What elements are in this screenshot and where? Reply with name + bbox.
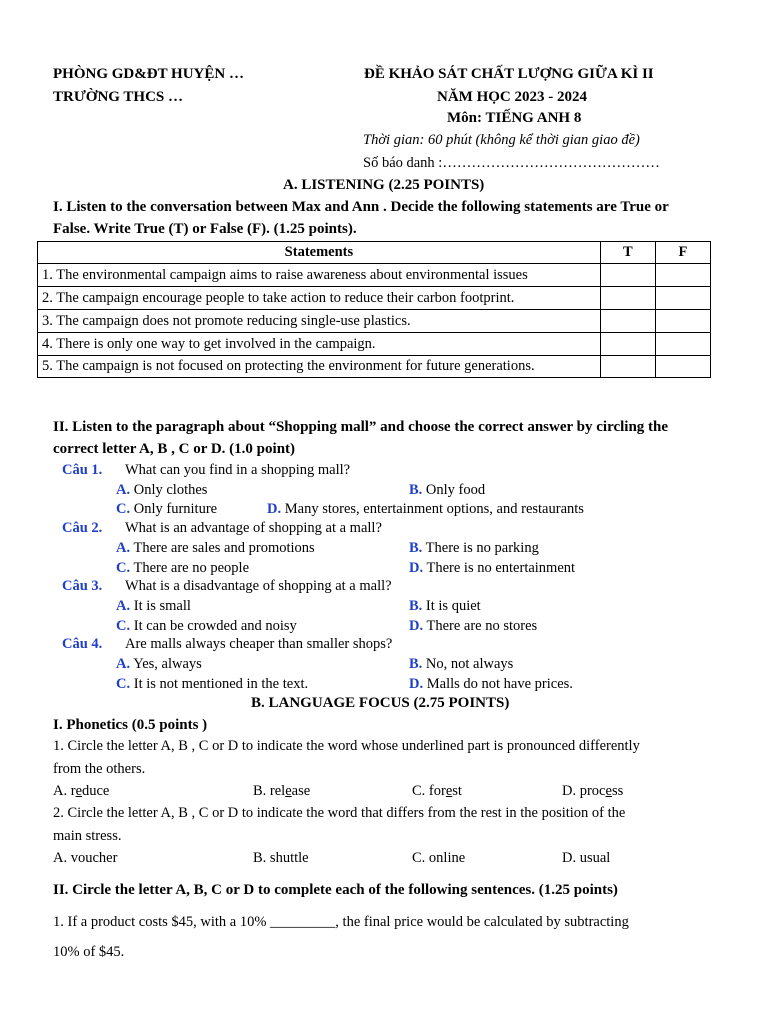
- option-text: A. r: [53, 783, 76, 799]
- option-b[interactable]: [409, 482, 485, 499]
- question-label: Câu 4.: [62, 636, 103, 652]
- option-text: C. for: [412, 783, 446, 799]
- option-c[interactable]: [116, 618, 297, 635]
- phonetics-option-a[interactable]: [53, 783, 109, 800]
- option-text: Malls do not have prices.: [426, 676, 573, 692]
- option-b[interactable]: [409, 540, 539, 557]
- option-letter: A.: [116, 540, 131, 556]
- option-letter: C.: [116, 618, 131, 634]
- false-answer-cell[interactable]: [655, 287, 710, 310]
- option-text: ase: [291, 783, 311, 799]
- table-row: [38, 310, 711, 333]
- statement-cell: 4. There is only one way to get involved in the campaign.: [38, 333, 601, 356]
- option-letter: C.: [116, 676, 131, 692]
- underlined-letter: e: [605, 783, 612, 799]
- option-text: Only clothes: [133, 482, 208, 498]
- section-b-title: B. LANGUAGE FOCUS (2.75 POINTS): [251, 695, 510, 711]
- option-text: There is no parking: [425, 540, 539, 556]
- option-letter: D.: [409, 560, 424, 576]
- question-label: Câu 1.: [62, 462, 103, 478]
- option-letter: A.: [116, 598, 131, 614]
- table-header-false: F: [655, 242, 710, 264]
- option-text: Many stores, entertainment options, and restaurants: [284, 501, 584, 517]
- option-letter: B.: [409, 656, 423, 672]
- exam-title: ĐỀ KHẢO SÁT CHẤT LƯỢNG GIỮA KÌ II: [364, 66, 654, 82]
- option-text: It is quiet: [425, 598, 481, 614]
- true-answer-cell[interactable]: [600, 356, 655, 378]
- question-text: What is a disadvantage of shopping at a mall?: [125, 578, 392, 594]
- underlined-letter: e: [285, 783, 292, 799]
- option-text: There are no people: [133, 560, 250, 576]
- option-text: There is no entertainment: [426, 560, 576, 576]
- option-letter: C.: [116, 501, 131, 517]
- table-header-row: [38, 242, 711, 264]
- false-answer-cell[interactable]: [655, 310, 710, 333]
- option-text: Only food: [425, 482, 486, 498]
- part2-b-title: II. Circle the letter A, B, C or D to complete each of the following sentences. (1.25 points): [53, 882, 618, 898]
- option-text: duce: [82, 783, 110, 799]
- option-text: Yes, always: [133, 656, 202, 672]
- option-text: st: [452, 783, 462, 799]
- sentence1-line2: 10% of $45.: [53, 944, 125, 960]
- option-text: Only furniture: [133, 501, 218, 517]
- phonetics-option-d[interactable]: [562, 783, 623, 800]
- option-letter: D.: [267, 501, 282, 517]
- option-b[interactable]: [409, 656, 513, 673]
- school-department: PHÒNG GD&ĐT HUYỆN …: [53, 66, 244, 82]
- statement-cell: 1. The environmental campaign aims to raise awareness about environmental issues: [38, 264, 601, 287]
- question-text: Are malls always cheaper than smaller shops?: [125, 636, 393, 652]
- option-letter: A.: [116, 482, 131, 498]
- option-a[interactable]: [116, 656, 202, 673]
- candidate-id-field: Số báo danh :………………………………………: [363, 155, 660, 171]
- question-text: What can you find in a shopping mall?: [125, 462, 351, 478]
- option-a[interactable]: [116, 540, 315, 557]
- question-label: Câu 2.: [62, 520, 103, 536]
- stress-option-b[interactable]: B. shuttle: [253, 850, 309, 866]
- school-name: TRƯỜNG THCS …: [53, 89, 184, 105]
- option-d[interactable]: [409, 618, 537, 635]
- false-answer-cell[interactable]: [655, 356, 710, 378]
- table-row: [38, 264, 711, 287]
- option-letter: B.: [409, 482, 423, 498]
- phonetics-option-c[interactable]: [412, 783, 462, 800]
- option-text: ss: [611, 783, 624, 799]
- false-answer-cell[interactable]: [655, 264, 710, 287]
- underlined-letter: e: [445, 783, 453, 799]
- part2-instruction-line2: correct letter A, B , C or D. (1.0 point): [53, 441, 296, 457]
- option-a[interactable]: [116, 598, 191, 615]
- option-d[interactable]: [409, 676, 573, 693]
- exam-time: Thời gian: 60 phút (không kể thời gian giao đề): [363, 132, 640, 148]
- stress-option-a[interactable]: A. voucher: [53, 850, 118, 866]
- option-d[interactable]: [267, 501, 584, 518]
- statement-cell: 2. The campaign encourage people to take action to reduce their carbon footprint.: [38, 287, 601, 310]
- table-header-true: T: [600, 242, 655, 264]
- section-a-title: A. LISTENING (2.25 POINTS): [283, 177, 485, 193]
- stress-q2-line2: main stress.: [53, 828, 122, 844]
- true-answer-cell[interactable]: [600, 333, 655, 356]
- table-header-statements: Statements: [38, 242, 601, 264]
- option-c[interactable]: [116, 676, 308, 693]
- stress-option-c[interactable]: C. online: [412, 850, 466, 866]
- table-row: [38, 287, 711, 310]
- statement-cell: 3. The campaign does not promote reducing single-use plastics.: [38, 310, 601, 333]
- option-letter: D.: [409, 676, 424, 692]
- option-c[interactable]: [116, 501, 217, 518]
- option-letter: A.: [116, 656, 131, 672]
- option-text: D. proc: [562, 783, 606, 799]
- phonetics-title: I. Phonetics (0.5 points ): [53, 717, 208, 733]
- question-label: Câu 3.: [62, 578, 103, 594]
- underlined-letter: e: [75, 783, 82, 799]
- false-answer-cell[interactable]: [655, 333, 710, 356]
- option-text: No, not always: [425, 656, 514, 672]
- table-row: [38, 356, 711, 378]
- phonetics-option-b[interactable]: [253, 783, 310, 800]
- part1-instruction-line1: I. Listen to the conversation between Max and Ann . Decide the following statements are True or: [53, 199, 669, 215]
- option-letter: B.: [409, 540, 423, 556]
- option-letter: B.: [409, 598, 423, 614]
- stress-option-d[interactable]: D. usual: [562, 850, 611, 866]
- stress-q2-line1: 2. Circle the letter A, B , C or D to indicate the word that differs from the rest in the position of the: [53, 805, 626, 821]
- option-a[interactable]: [116, 482, 207, 499]
- part1-instruction-line2: False. Write True (T) or False (F). (1.25 points).: [53, 221, 357, 237]
- question-text: What is an advantage of shopping at a mall?: [125, 520, 382, 536]
- part2-instruction-line1: II. Listen to the paragraph about “Shopping mall” and choose the correct answer by circling the: [53, 419, 669, 435]
- option-text: There are no stores: [426, 618, 538, 634]
- option-d[interactable]: [409, 560, 575, 577]
- true-answer-cell[interactable]: [600, 287, 655, 310]
- phonetics-q1-line2: from the others.: [53, 761, 146, 777]
- true-false-table: [37, 241, 711, 378]
- true-answer-cell[interactable]: [600, 264, 655, 287]
- option-text: It can be crowded and noisy: [133, 618, 297, 634]
- option-b[interactable]: [409, 598, 481, 615]
- school-year: NĂM HỌC 2023 - 2024: [437, 89, 587, 105]
- option-c[interactable]: [116, 560, 249, 577]
- table-row: [38, 333, 711, 356]
- option-letter: C.: [116, 560, 131, 576]
- statement-cell: 5. The campaign is not focused on protecting the environment for future generations.: [38, 356, 601, 378]
- option-text: B. rel: [253, 783, 286, 799]
- option-letter: D.: [409, 618, 424, 634]
- subject: Môn: TIẾNG ANH 8: [447, 110, 582, 126]
- true-answer-cell[interactable]: [600, 310, 655, 333]
- option-text: It is small: [133, 598, 191, 614]
- option-text: It is not mentioned in the text.: [133, 676, 309, 692]
- sentence1-line1: 1. If a product costs $45, with a 10% _________, the final price would be calculated by subtracting: [53, 914, 629, 930]
- phonetics-q1-line1: 1. Circle the letter A, B , C or D to indicate the word whose underlined part is pronounced differently: [53, 738, 640, 754]
- option-text: There are sales and promotions: [133, 540, 315, 556]
